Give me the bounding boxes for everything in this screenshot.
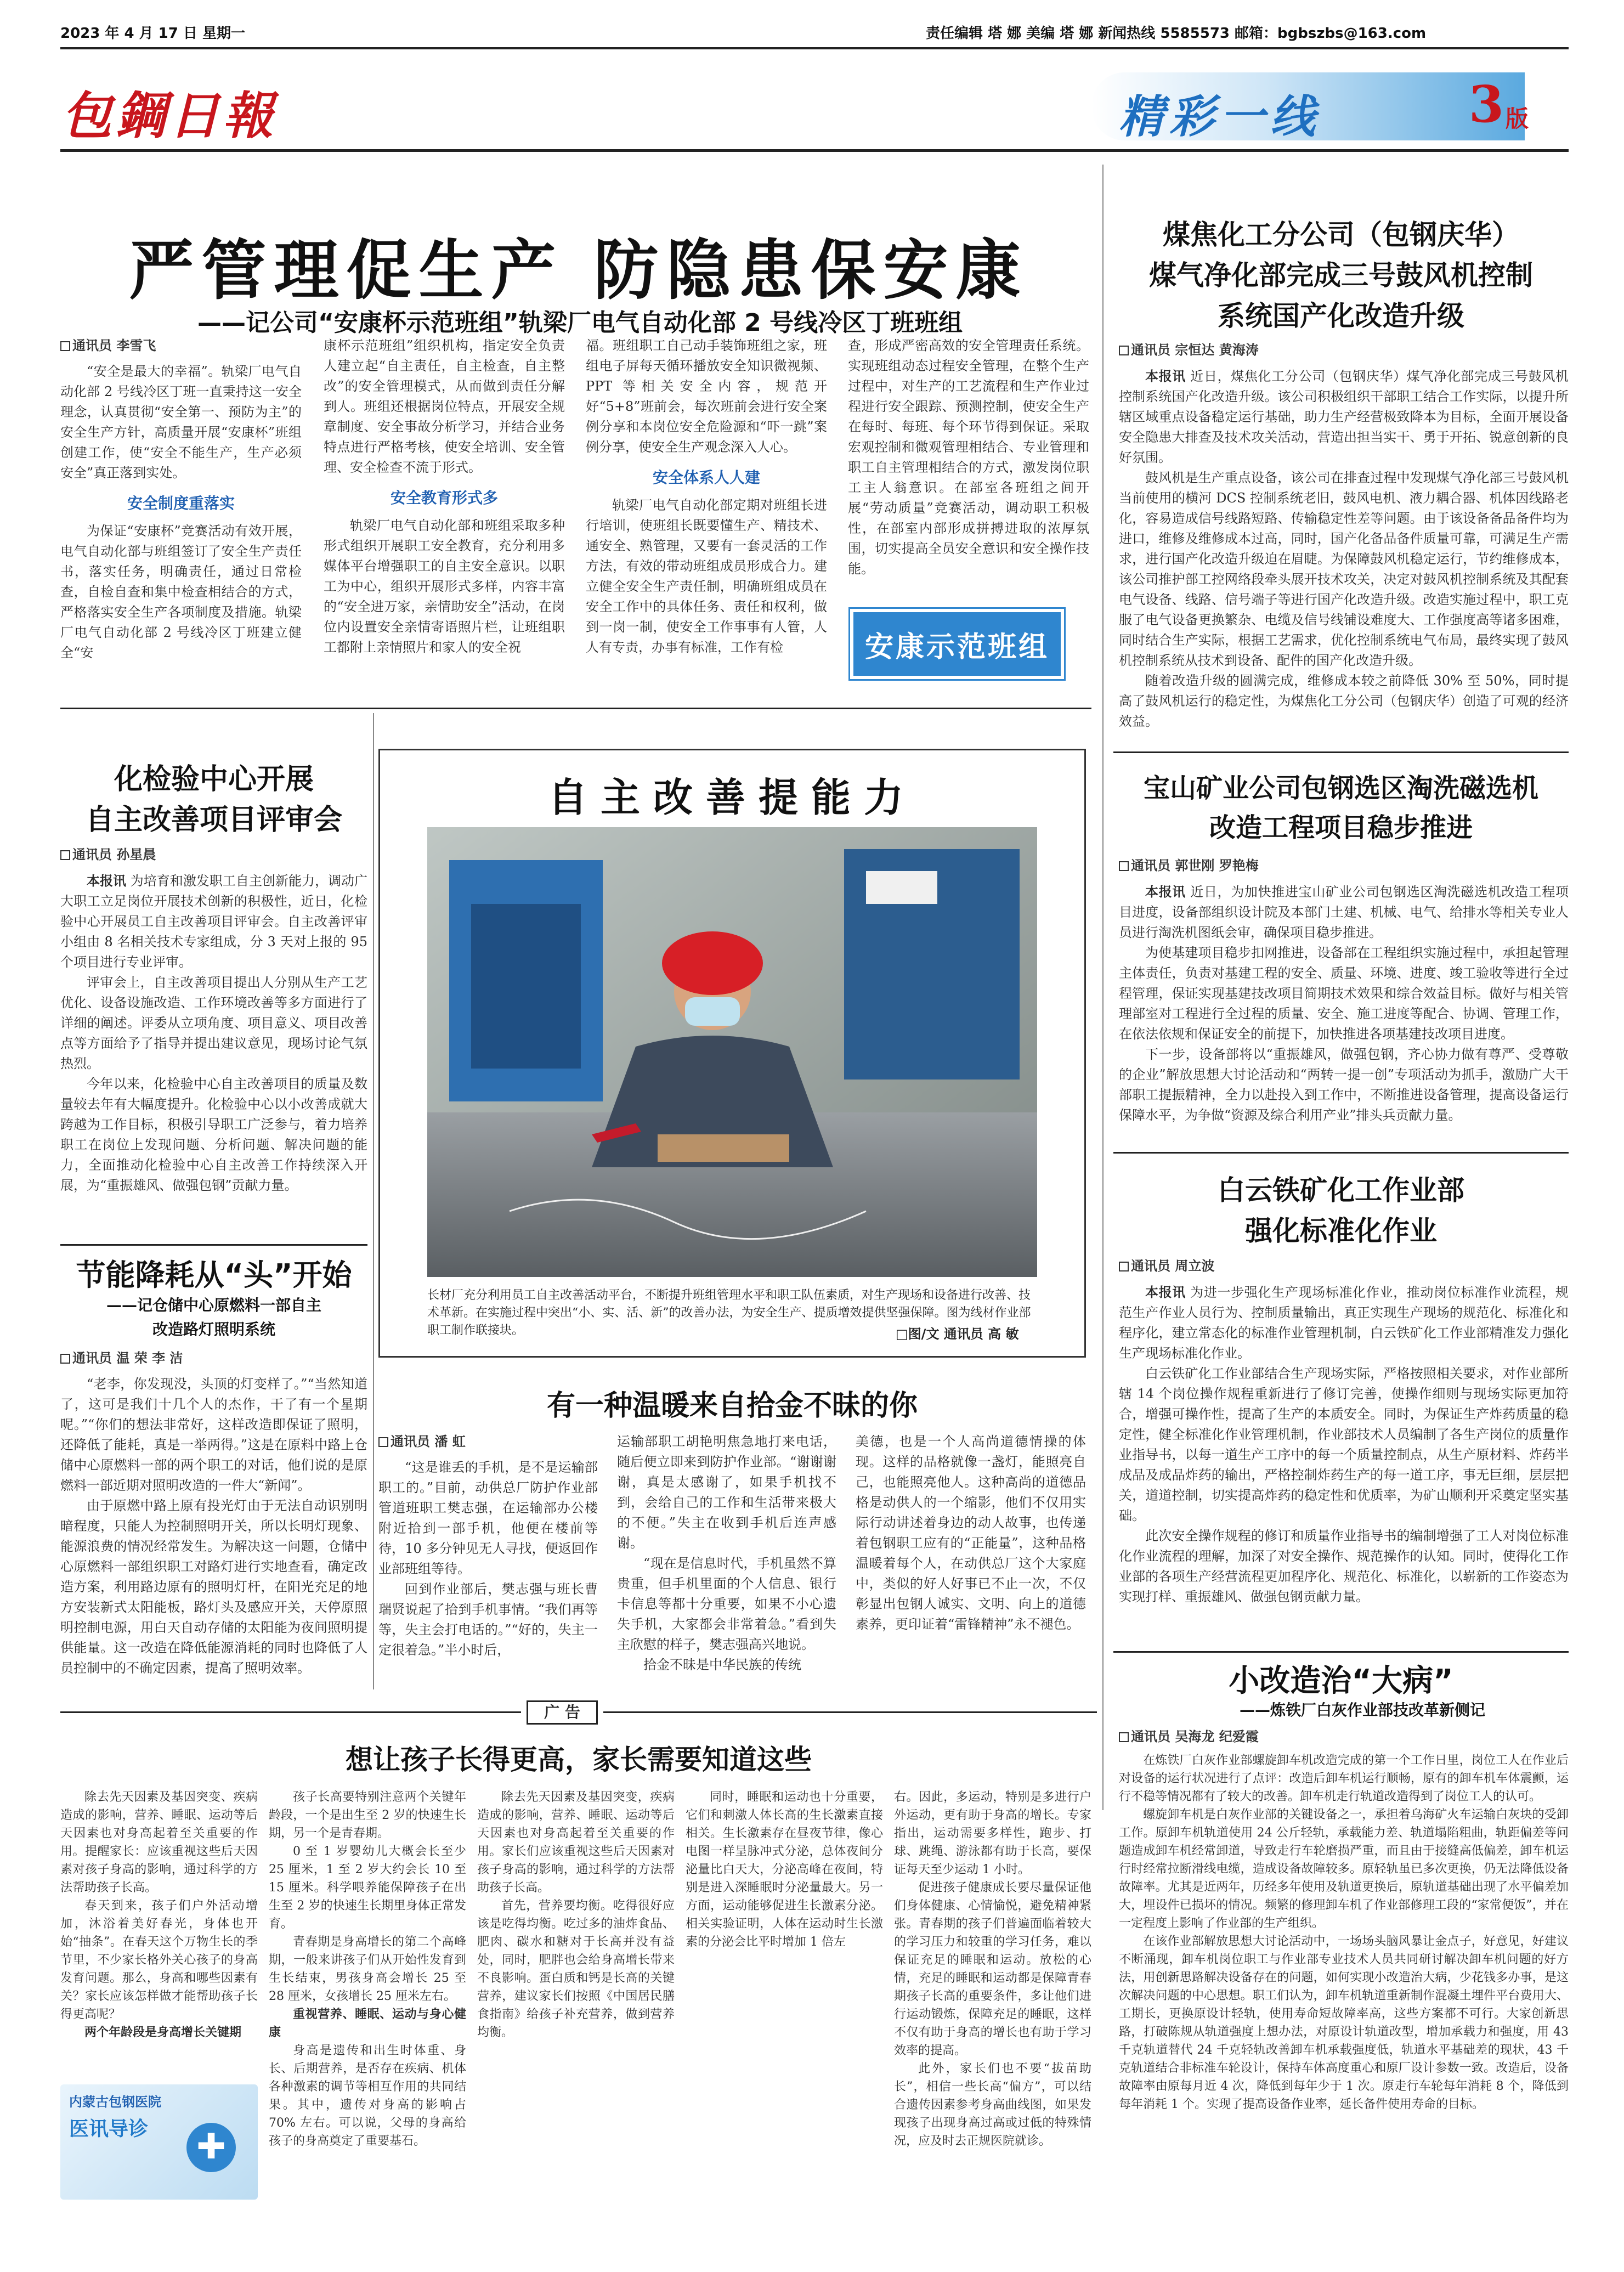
ad-p5: 0 至 1 岁婴幼儿大概会长至少 25 厘米，1 至 2 岁大约会长 10 至 15 厘米。科学喂养能保障孩子在出生至 2 岁的快速生长期里身体正常发育。 [269, 1845, 466, 1931]
small-p1: 在炼铁厂白灰作业部螺旋卸车机改造完成的第一个工作日里，岗位工人在作业后对设备的运行状况进行了点评：改造后卸车机运行顺畅，原有的卸车机车体震颤，运行不稳等情况都有了较大的改善。卸车机走行轨道改造得到了岗位工人的认可。 [1119, 1754, 1569, 1804]
energy-body [60, 1348, 367, 1678]
hard-hat [662, 931, 763, 995]
worker-photo [427, 827, 1037, 1277]
lead-col-1 [60, 336, 302, 663]
baoshan-p3: 下一步，设备部将以“重振雄风，做强包钢，齐心协力做有尊严、受尊敬的企业”解放思想大讨论活动和“两转一提一创”专项活动为抓手，激励广大干部职工提振精神，全力以赴投入到工作中，不断推进设备管理，提高设备运行保障水平，为争做“资源及综合利用产业”排头兵贡献力量。 [1119, 1047, 1569, 1123]
left-column-divider [373, 713, 374, 1689]
small-body [1119, 1728, 1569, 2113]
lead-col-2 [324, 336, 565, 658]
ad-p13: 促进孩子健康成长要尽量保证他们身体健康、心情愉悦，避免精神紧张。青春期的孩子们普遍面临着较大的学习压力和较重的学习任务，难以保证充足的睡眠和运动。放松的心情，充足的睡眠和运动都是保障青春期孩子长高的重要条件，多让他们进行运动锻炼，保障充足的睡眠，这样不仅有助于身高的增长也有助于学习效率的提高。 [894, 1881, 1091, 2058]
lead-p7: 查，形成严密高效的安全管理责任系统。实现班组动态过程安全管理，在整个生产过程中，对生产的工艺流程和生产作业过程进行安全跟踪、预测控制，使安全生产在每时、每班、每个环节得到保证。采取宏观控制和微观管理相结合、专业管理和职工自主管理相结合的方式，激发岗位职工主人翁意识。在部室各班组之间开展“劳动质量”竞赛活动，调动职工积极性，在部室内部形成拼搏进取的浓厚氛围，切实提高全员安全意识和安全操作技能。 [848, 338, 1089, 577]
coke-p1: 近日，煤焦化工分公司（包钢庆华）煤气净化部完成三号鼓风机控制系统国产化改造升级。该公司积极组织干部职工结合工作实际，以提升所辖区域重点设备稳定运行基础，助力生产经营极致降本为目标，全面开展设备安全隐患大排查及技术攻关活动，营造出担当实干、勇于开拓、锐意创新的良好氛围。 [1119, 369, 1569, 465]
lead-p2: 为保证“安康杯”竞赛活动有效开展，电气自动化部与班组签订了安全生产责任书，落实任务，明确责任，通过日常检查，自检自查和集中检查相结合的方式，严格落实安全生产各项制度及措施。轨梁厂电气自动化部 2 号线冷区丁班建立健全“安 [60, 523, 302, 660]
lead-title: 严管理促生产 防隐患保安康 [129, 232, 1028, 308]
warm-byline: 通讯员 潘 虹 [391, 1434, 466, 1449]
editor-line: 责任编辑 塔 娜 美编 塔 娜 新闻热线 5585573 邮箱：bgbszbs@163.com [926, 25, 1427, 42]
ad-p6: 青春期是身高增长的第二个高峰期，一般来讲孩子们从开始性发育到生长结束，男孩身高会增长 25 至 28 厘米，女孩增长 25 厘米左右。 [269, 1935, 466, 2003]
baoshan-byline: 通讯员 郭世刚 罗艳梅 [1131, 858, 1259, 873]
page-number: 3 [1469, 75, 1504, 134]
lab-rule [60, 1244, 367, 1246]
lab-body [60, 845, 367, 1196]
photo-frame [378, 749, 1086, 1358]
lead-p4: 轨梁厂电气自动化部和班组采取多种形式组织开展职工安全教育，充分利用多媒体平台增强职工的自主安全意识。以职工为中心，组织开展形式多样，内容丰富的“安全进万家，亲情助安全”活动，在岗位内设置安全亲情寄语照片栏，让班组职工都附上亲情照片和家人的安全祝 [324, 518, 565, 655]
lab-title-2: 自主改善项目评审会 [85, 804, 342, 837]
ad-label: 广 告 [527, 1700, 598, 1725]
energy-p2: 由于原燃中路上原有投光灯由于无法自动识别明暗程度，只能人为控制照明开关，所以长明灯现象、能源浪费的情况经常发生。为解决这一问题，仓储中心原燃料一部组织职工对路灯进行实地查看，确定改造方案，利用路边原有的照明灯杆，在阳光充足的地方安装新式太阳能板，路灯头及感应开关，天停原照明控制电源，用白天自动存储的太阳能为夜间照明提供能量。这一改造在降低能源消耗的同时也降低了人员控制中的不确定因素，提高了照明效率。 [60, 1498, 367, 1676]
warm-p5: 拾金不昧是中华民族的传统 [643, 1657, 801, 1672]
baoshan-title-2: 改造工程项目稳步推进 [1209, 812, 1473, 843]
energy-subtitle-2: 改造路灯照明系统 [152, 1320, 275, 1338]
coke-p3: 随着改造升级的圆满完成，维修成本较之前降低 30% 至 50%，同时提高了鼓风机运行的稳定性，为煤焦化工分公司（包钢庆华）创造了可观的经济效益。 [1119, 673, 1569, 729]
small-p2: 螺旋卸车机是白灰作业部的关键设备之一，承担着乌海矿火车运输白灰块的受卸工作。原卸车机轨道使用 24 公斤轻轨，承载能力差、轨道塌陷粗曲，轨距偏差等问题造成卸车机经常卸道，导致走行车轮磨损严重，而且由于接缝高低偏差，卸车机运行时经常拉断滑线电缆，造成设备故障较多。原轻轨虽已多次更换，仍无法降低设备故障率。尤其是近两年，历经多年使用及轨道更换后，原轨道基础出现了水平偏差加大，埋设件已损坏的情况。频繁的修理卸车机了作业部修理工段的“家常便饭”，并在一定程度上影响了作业部的生产组织。 [1119, 1808, 1569, 1930]
lead-col-3 [586, 336, 827, 658]
ad-p1: 除去先天因素及基因突变、疾病造成的影响，营养、睡眠、运动等后天因素也对身高起着至关重要的作用。提醒家长：应该重视这些后天因素对孩子身高的影响，通过科学的方法帮助孩子长高。 [60, 1790, 258, 1895]
coke-title-2: 煤气净化部完成三号鼓风机控制 [1149, 259, 1533, 291]
machine-left-frame [471, 904, 581, 1069]
ad-p3: 两个年龄段是身高增长关键期 [84, 2025, 242, 2039]
lead-byline: 通讯员 李雪飞 [72, 338, 156, 353]
warm-p2: 回到作业部后，樊志强与班长曹瑞贤说起了拾到手机事情。“我们再等等，失主会打电话的。”“好的，失主一定很着急。”半小时后， [378, 1581, 598, 1658]
lab-title-1: 化检验中心开展 [114, 763, 314, 796]
lead-subtitle: ——记公司“安康杯示范班组”轨梁厂电气自动化部 2 号线冷区丁班班组 [197, 309, 963, 337]
hospital-logo-panel [60, 2084, 258, 2200]
ad-rule-left [60, 1711, 521, 1713]
lab-p2: 评审会上，自主改善项目提出人分别从生产工艺优化、设备设施改造、工作环境改善等多方面进行了详细的阐述。评委从立项角度、项目意义、项目改善点等方面给予了指导并提出建议意见，现场讨论气氛热烈。 [60, 975, 367, 1071]
warm-col-3 [856, 1432, 1086, 1635]
safety-badge-text: 安康示范班组 [864, 630, 1049, 664]
baoshan-lead: 本报讯 [1145, 884, 1186, 900]
header-rule-top [60, 47, 1569, 49]
right-column-divider [1102, 165, 1104, 1810]
lead-rule [60, 708, 1091, 709]
ad-p9: 除去先天因素及基因突变，疾病造成的影响，营养、睡眠、运动等后天因素也对身高起着至关重要的作用。家长们应该重视这些后天因素对孩子身高的影响，通过科学的方法帮助孩子长高。 [477, 1790, 675, 1895]
baiyun-byline: 通讯员 周立波 [1131, 1258, 1215, 1274]
baoshan-title-1: 宝山矿业公司包钢选区淘洗磁选机 [1143, 773, 1538, 804]
small-p3: 在该作业部解放思想大讨论活动中，一场场头脑风暴让金点子，好意见，好建议不断涌现，卸车机岗位职工与作业部专业技术人员共同研讨解决卸车机问题的好方法，用创新思路解决设备存在的问题，如何实现小改造治大病，少花钱多办事，是这次解决问题的中心思想。职工们认为，卸车机轨道重新制作混凝土埋件平台费用大、工期长，更换原设计轻轨，使用寿命短故障率高，这些方案都不可行。大家创新思路，打破陈规从轨道强度上想办法，对原设计轨道改型，增加承载力和强度，用 43 千克轨道替代 24 千克轻轨改善卸车机承载强度低，轨道水平基础差的现状，43 千克轨道结合非标准车轮设计，保持车体高度重心和原厂设计参数一致。改造后，设备故障率由原每月近 4 次，降低到每年少于 1 次。原走行车轮每年消耗 8 个，降低到每年消耗 1 个。实现了提高设备作业率，延长备件使用寿命的目标。 [1119, 1935, 1569, 2111]
baiyun-lead: 本报讯 [1145, 1284, 1186, 1300]
small-byline: 通讯员 吴海龙 纪爱霞 [1131, 1729, 1259, 1744]
baiyun-p2: 白云铁矿化工作业部结合生产现场实际，严格按照相关要求，对作业部所辖 14 个岗位操作规程重新进行了修订完善，使操作细则与现场实际更加符合，增强可操作性，提高了生产的本质安全。同时，为保证生产炸药质量的稳定性，健全标准化作业管理机制，作业部技术人员编制了各生产岗位的质量作业指导书，以每一道生产工序中的每一个质量控制点，从生产原材料、炸药半成品及成品炸药的输出，严格控制炸药生产的每一道工序，事无巨细，层层把关，道道控制，切实提高炸药的稳定性和优质率，为矿山顺利开采奠定坚实基础。 [1119, 1366, 1569, 1523]
ad-col-2 [269, 1788, 466, 2150]
ad-p8: 身高是遗传和出生时体重、身长、后期营养，是否存在疾病、机体各种激素的调节等相互作用的共同结果。其中，遗传对身高的影响占 70% 左右。可以说，父母的身高给孩子的身高奠定了重要基石。 [269, 2044, 466, 2148]
coke-rule [1113, 751, 1569, 753]
lab-lead: 本报讯 [87, 873, 127, 889]
masthead-logo: 包鋼日報 [61, 86, 277, 145]
lab-byline: 通讯员 孙星晨 [72, 847, 156, 862]
baiyun-rule [1113, 1651, 1569, 1653]
ad-col-4 [686, 1788, 883, 1951]
energy-byline: 通讯员 温 荣 李 洁 [72, 1350, 183, 1366]
baoshan-p1: 近日，为加快推进宝山矿业公司包钢选区淘洗磁选机改造工程项目进度，设备部组织设计院及本部门土建、机械、电气、给排水等相关专业人员进行淘洗机图纸会审，确保项目稳步推进。 [1119, 884, 1569, 940]
small-subtitle: ——炼铁厂白灰作业部技改革新侧记 [1240, 1701, 1486, 1719]
small-title: 小改造治“大病” [1229, 1663, 1453, 1699]
warm-title: 有一种温暖来自拾金不昧的你 [546, 1389, 918, 1422]
baiyun-body [1119, 1256, 1569, 1607]
baoshan-rule [1113, 1152, 1569, 1154]
warm-p4: “现在是信息时代，手机虽然不算贵重，但手机里面的个人信息、银行卡信息等都十分重要，如果不小心遗失手机，大家都会非常着急。”看到失主欣慰的样子，樊志强高兴地说。 [617, 1556, 836, 1652]
ad-p10: 首先，营养要均衡。吃得很好应该是吃得均衡。吃过多的油炸食品、肥肉、碳水和糖对于长高并没有益处，同时，肥胖也会给身高增长带来不良影响。蛋白质和钙是长高的关键营养，建议家长们按照《中国居民膳食指南》给孩子补充营养，做到营养均衡。 [477, 1899, 675, 2039]
coke-body [1119, 340, 1569, 732]
workpiece [658, 1134, 789, 1162]
ad-p14: 此外，家长们也不要“拔苗助长”，相信一些长高“偏方”，可以结合遗传因素参考身高曲线图，如果发现孩子出现身高过高或过低的特殊情况，应及时去正规医院就诊。 [894, 2062, 1091, 2148]
baiyun-title-2: 强化标准化作业 [1245, 1215, 1437, 1247]
lead-p6: 轨梁厂电气自动化部定期对班组长进行培训，使班组长既要懂生产、精技术、通安全、熟管理，又要有一套灵活的工作方法，有效的带动班组成员形成合力。建立健全安全生产责任制，明确班组成员在安全工作中的具体任务、责任和权利，做到一岗一制，使安全工作事事有人管，人人有专责，办事有标准，工作有检 [586, 498, 827, 655]
lead-sub3: 安全体系人人建 [652, 468, 760, 487]
ad-p12: 右。因此，多运动，特别是多进行户外运动，更有助于身高的增长。专家指出，运动需要多样性，跑步、打球、跳绳、游泳都有助于长高，要保证每天至少运动 1 小时。 [894, 1790, 1091, 1877]
medical-cross-icon: ✚ [186, 2123, 236, 2172]
guide-label: 医讯导诊 [69, 2118, 149, 2140]
hospital-name: 内蒙古包钢医院 [69, 2094, 161, 2110]
baiyun-title-1: 白云铁矿化工作业部 [1218, 1174, 1464, 1206]
warm-col-2 [617, 1432, 836, 1675]
warm-p1: “这是谁丢的手机，是不是运输部职工的。”目前，动供总厂防护作业部管道班职工樊志强，在运输部办公楼附近拾到一部手机，他便在楼前等待，10 多分钟见无人寻找，便返回作业部班组等待。 [378, 1460, 598, 1576]
photo-credit: □图/文 通讯员 高 敏 [896, 1326, 1019, 1342]
ad-col-1 [60, 1788, 258, 2042]
ad-col-5 [894, 1788, 1091, 2150]
lab-p1: 为培育和激发职工自主创新能力，调动广大职工立足岗位开展技术创新的积极性，近日，化检验中心开展员工自主改善项目评审会。自主改善评审小组由 8 名相关技术专家组成，分 3 天对上报的 95 个项目进行专业评审。 [60, 873, 368, 970]
photo-caption: 长材厂充分利用员工自主改善活动平台，不断提升班组管理水平和职工队伍素质，对生产现场和设备进行改善、技术革新。在实施过程中突出“小、实、活、新”的改善办法，为安全生产、提质增效提供坚强保障。图为线材作业部职工制作联接块。 [427, 1288, 1031, 1337]
coke-title-1: 煤焦化工分公司（包钢庆华） [1163, 219, 1519, 251]
issue-date: 2023 年 4 月 17 日 星期一 [60, 25, 245, 42]
section-name: 精彩一线 [1119, 91, 1321, 143]
ad-p4: 孩子长高要特别注意两个关键年龄段，一个是出生至 2 岁的快速生长期，另一个是青春期。 [269, 1790, 466, 1840]
lab-p3: 今年以来，化检验中心自主改善项目的质量及数量较去年有大幅度提升。化检验中心以小改善成就大跨越为工作目标，积极引导职工广泛参与，着力培养职工在岗位上发现问题、分析问题、解决问题的能力，全面推动化检验中心自主改善工作持续深入开展，为“重振雄风、做强包钢”贡献力量。 [60, 1076, 367, 1193]
lead-col-4 [848, 336, 1089, 579]
energy-subtitle-1: ——记仓储中心原燃料一部自主 [106, 1296, 321, 1314]
safety-badge [850, 609, 1064, 679]
warm-p3: 运输部职工胡艳明焦急地打来电话，随后便立即来到防护作业部。“谢谢谢谢，真是太感谢了，如果手机找不到，会给自己的工作和生活带来极大的不便。”失主在收到手机后连声感谢。 [617, 1434, 836, 1551]
coke-p2: 鼓风机是生产重点设备，该公司在排查过程中发现煤气净化部三号鼓风机当前使用的横河 DCS 控制系统老旧，鼓风电机、液力耦合器、机体因线路老化，容易造成信号线路短路、传输稳定性差等问题。由于该设备备品备件均为进口，维修及维修成本过高，同时，国产化备品备件质量可靠，可满足生产需求，进行国产化改造升级迫在眉睫。为保障鼓风机稳定运行，节约维修成本，该公司推护部工控网络段牵头展开技术攻关，决定对鼓风机控制系统及其配套电气设备、线路、信号端子等进行国产化改造升级。改造实施过程中，职工克服了电气设备更换繁杂、电缆及信号线铺设难度大、工作强度高等诸多困难，同时结合生产实际，根据工艺需求，优化控制系统电气布局，最终实现了鼓风机控制系统从技术到设备、配件的国产化改造升级。 [1119, 470, 1569, 668]
shelf-sign [866, 871, 937, 904]
baoshan-body [1119, 856, 1569, 1126]
warm-col-1 [378, 1432, 598, 1660]
ad-title: 想让孩子长得更高，家长需要知道这些 [346, 1744, 812, 1776]
baiyun-p3: 此次安全操作规程的修订和质量作业指导书的编制增强了工人对岗位标准化作业流程的理解，加深了对安全操作、规范操作的认知。同时，使得化工作业部的各项生产经营流程更加程序化、规范化、标准化，以崭新的工作姿态为实现打样、重振雄风、做强包钢贡献力量。 [1119, 1528, 1569, 1604]
coke-title-3: 系统国产化改造升级 [1218, 300, 1464, 332]
ad-rule-right [603, 1711, 1097, 1713]
warm-p6: 美德，也是一个人高尚道德情操的体现。这样的品格就像一盏灯，能照亮自己，也能照亮他人。这种高尚的道德品格是动供人的一个缩影，他们不仅用实际行动讲述着身边的动人故事，也传递着包钢职工应有的“正能量”，这种品格温暖着每个人，在动供总厂这个大家庭中，类似的好人好事已不止一次，不仅彰显出包钢人诚实、文明、向上的道德素养，更印证着“雷锋精神”永不褪色。 [856, 1434, 1086, 1632]
ad-p7: 重视营养、睡眠、运动与身心健康 [269, 2007, 466, 2039]
coke-byline: 通讯员 宗恒达 黄海涛 [1131, 342, 1259, 358]
photo-banner: 自主改善提能力 [547, 774, 916, 821]
header-rule-bottom [60, 149, 1569, 152]
face-mask [685, 997, 740, 1026]
lead-sub1: 安全制度重落实 [127, 494, 235, 512]
energy-title: 节能降耗从“头”开始 [76, 1258, 352, 1292]
lead-p1: “安全是最大的幸福”。轨梁厂电气自动化部 2 号线冷区丁班一直秉持这一安全理念，认真贯彻“安全第一、预防为主”的安全生产方针，高质量开展“安康杯”班组创建工作，使“安全不能生产，生产必须安全”真正落到实处。 [60, 364, 302, 481]
page-suffix: 版 [1506, 105, 1529, 132]
baiyun-p1: 为进一步强化生产现场标准化作业，推动岗位标准作业流程，规范生产作业人员行为、控制质量输出，真正实现生产现场的规范化、标准化和程序化，建立常态化的标准作业管理机制，白云铁矿化工作业部精准发力强化生产现场标准化作业。 [1119, 1285, 1569, 1361]
energy-p1: “老李，你发现没，头顶的灯变样了。”“当然知道了，这可是我们十几个人的杰作，干了有一个星期呢。”“你们的想法非常好，这样改造即保证了照明，还降低了能耗，真是一举两得。”这是在原料中路上仓储中心原燃料一部的两个职工的对话，他们说的是原燃料一部近期对照明改造的一件大“新闻”。 [60, 1376, 367, 1493]
lead-p3: 康杯示范班组”组织机构，指定安全负责人建立起“自主责任，自主检查，自主整改”的安全管理模式，从而做到责任分解到人。班组还根据岗位特点，开展安全规章制度、安全事故分析学习，并结合业务特点进行严格考核，使安全培训、安全管理、安全检查不流于形式。 [324, 338, 565, 475]
lead-sub2: 安全教育形式多 [390, 489, 498, 507]
lead-p5: 福。班组职工自己动手装饰班组之家，班组电子屏每天循环播放安全知识微视频、PPT 等相关安全内容，规范开好“5+8”班前会，每次班前会进行安全案例分享和本岗位安全危险源和“吓一跳”案例分享，使安全生产观念深入人心。 [586, 338, 827, 455]
ad-col-3 [477, 1788, 675, 2042]
ad-p11: 同时，睡眠和运动也十分重要，它们和刺激人体长高的生长激素直接相关。生长激素存在昼夜节律，像心电图一样呈脉冲式分泌，总体夜间分泌量比白天大，分泌高峰在夜间，特别是进入深睡眠时分泌量最大。另一方面，运动能够促进生长激素分泌。相关实验证明，人体在运动时生长激素的分泌会比平时增加 1 倍左 [686, 1790, 883, 1949]
ad-p2: 春天到来，孩子们户外活动增加，沐浴着美好春光，身体也开始“抽条”。在春天这个万物生长的季节里，不少家长格外关心孩子的身高发育问题。那么，身高和哪些因素有关？家长应该怎样做才能帮助孩子长得更高呢？ [60, 1899, 258, 2021]
coke-lead: 本报讯 [1145, 368, 1186, 384]
baoshan-p2: 为使基建项目稳步扣网推进，设备部在工程组织实施过程中，承担起管理主体责任，负责对基建工程的安全、质量、环境、进度、竣工验收等进行全过程管理，保证实现基建技改项目简期技术效果和综合效益目标。做好与相关管理部室对工程进行全过程的质量、安全、施工进度等配合、协调、管理工作，在依法依规和保证安全的前提下，加快推进各项基建技改项目进度。 [1119, 945, 1569, 1042]
